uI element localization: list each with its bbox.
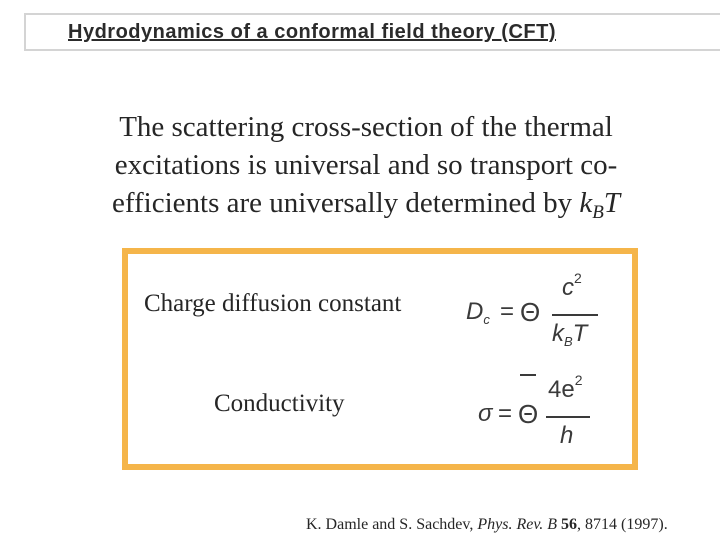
formula1-equals: = — [500, 298, 515, 325]
formula2-theta-overbar — [520, 374, 536, 376]
headline-line-3 — [60, 184, 672, 232]
formula1-numerator: $c^2$ — [562, 270, 582, 301]
citation-authors: K. Damle and S. Sachdev, — [306, 516, 478, 533]
formula1-denominator-sub: B — [564, 334, 573, 349]
formula2-fraction-bar — [546, 416, 590, 418]
formula2-theta: Θ — [518, 399, 539, 429]
formula2-numerator-sup: 2 — [574, 372, 583, 388]
charge-diffusion-formula — [466, 264, 606, 354]
slide-title-bar — [24, 13, 720, 51]
citation-rest: , 8714 (1997). — [577, 516, 668, 533]
formula1-lhs-sub: c — [483, 312, 490, 327]
headline-var-k: k — [579, 187, 593, 219]
formula1-denominator: $k_BT$ — [552, 320, 588, 349]
formula2-lhs: σ — [478, 400, 493, 427]
formula-box — [122, 248, 638, 470]
headline-var-sub: B — [592, 202, 604, 223]
formula2-denominator: h — [560, 422, 574, 449]
headline-line-1: The scattering cross-section of the thermal — [119, 111, 613, 143]
citation-volume: 56 — [557, 516, 578, 533]
headline-line-3-prefix: efficients are universally determined by — [112, 187, 580, 219]
citation-journal: Phys. Rev. B — [477, 516, 558, 533]
formula2-numerator: $4e^2$ — [548, 372, 583, 403]
slide-title: Hydrodynamics of a conformal field theory (CFT) — [68, 21, 557, 43]
charge-diffusion-label: Charge diffusion constant — [144, 290, 402, 317]
conductivity-formula — [478, 366, 608, 456]
formula1-fraction-bar — [552, 314, 598, 316]
formula1-numerator-sup: 2 — [574, 270, 582, 286]
headline-line-2: excitations is universal and so transport co- — [114, 149, 618, 181]
formula1-theta: Θ — [520, 297, 541, 327]
conductivity-label: Conductivity — [214, 390, 345, 417]
reference-citation — [306, 516, 668, 534]
formula2-equals: = — [498, 400, 513, 427]
formula1-lhs: $D_c$ — [466, 298, 490, 327]
headline-text — [60, 108, 672, 232]
headline-var-t: T — [603, 187, 620, 219]
